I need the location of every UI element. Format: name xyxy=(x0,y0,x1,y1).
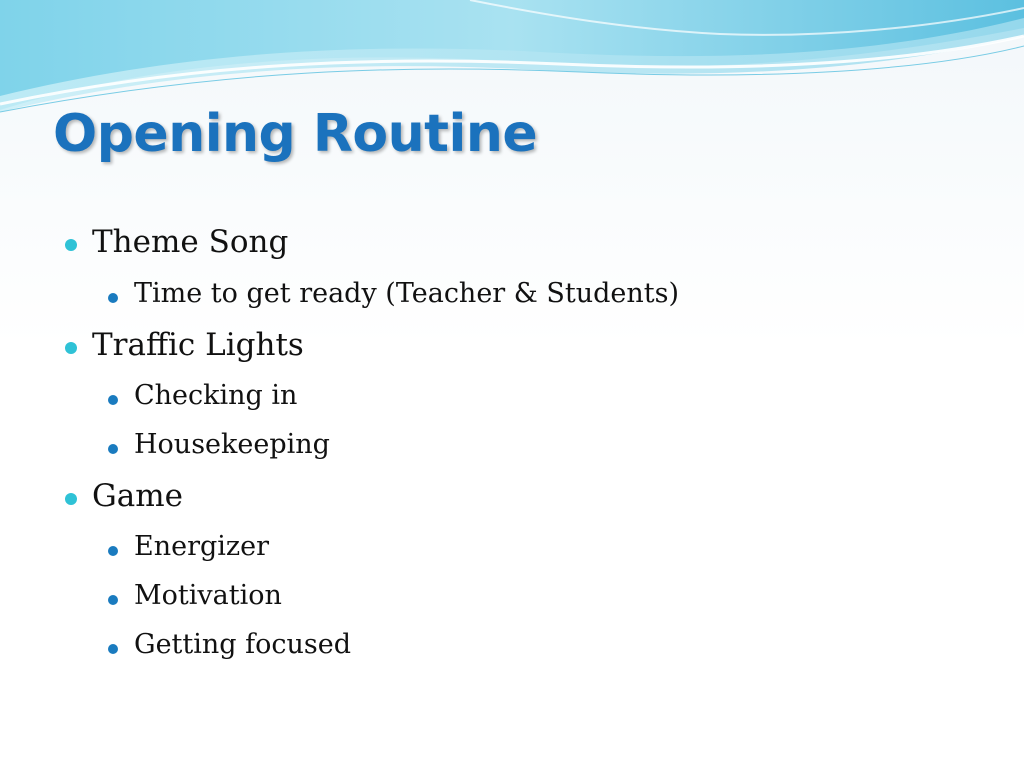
bullet-text: Checking in xyxy=(134,380,298,411)
bullet-item-level1 xyxy=(92,478,183,514)
bullet-dot-icon xyxy=(108,644,118,654)
bullet-dot-icon xyxy=(108,546,118,556)
bullet-item-level2 xyxy=(134,380,297,411)
slide-title: Opening Routine xyxy=(53,104,538,164)
bullet-item-level1 xyxy=(92,327,304,363)
bullet-text: Housekeeping xyxy=(134,429,330,460)
bullet-dot-icon xyxy=(65,493,77,505)
bullet-item-level1 xyxy=(92,224,288,260)
bullet-text: Getting focused xyxy=(134,629,352,660)
bullet-item-level2 xyxy=(134,629,351,660)
bullet-text: Energizer xyxy=(134,531,270,562)
bullet-dot-icon xyxy=(108,395,118,405)
bullet-item-level2 xyxy=(134,531,269,562)
bullet-dot-icon xyxy=(108,595,118,605)
bullet-text: Game xyxy=(92,478,183,514)
bullet-dot-icon xyxy=(108,444,118,454)
bullet-text: Theme Song xyxy=(92,224,289,260)
bullet-dot-icon xyxy=(65,342,77,354)
bullet-item-level2 xyxy=(134,580,282,611)
bullet-item-level2 xyxy=(134,429,330,460)
bullet-dot-icon xyxy=(65,239,77,251)
bullet-text: Time to get ready (Teacher & Students) xyxy=(134,278,680,309)
bullet-dot-icon xyxy=(108,293,118,303)
bullet-item-level2 xyxy=(134,278,679,309)
bullet-text: Traffic Lights xyxy=(92,327,304,363)
bullet-text: Motivation xyxy=(134,580,282,611)
